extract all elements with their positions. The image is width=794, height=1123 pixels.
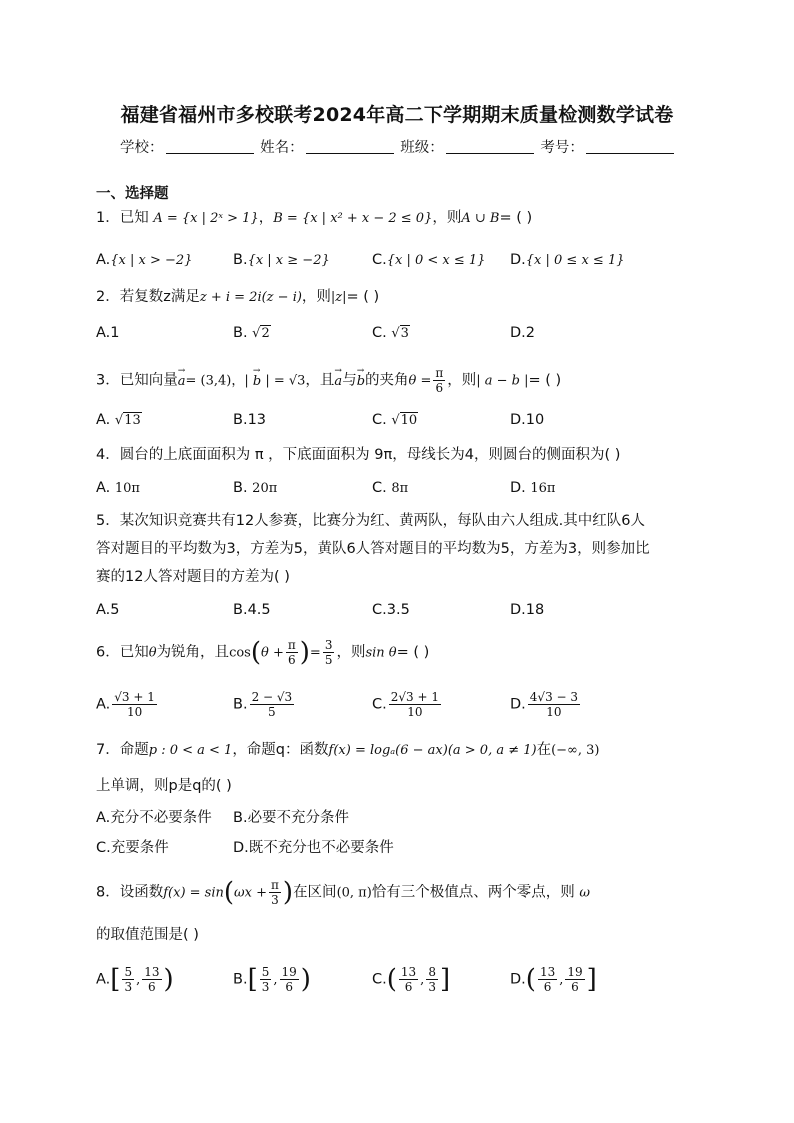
- option-a[interactable]: A.{x | x > −2}: [96, 252, 193, 268]
- set-a-expression: A = {x | 2ˣ > 1}: [153, 211, 259, 226]
- option-a[interactable]: A.[ $\frac{5}{3}$ , $\frac{13}{6}$ ): [96, 964, 174, 995]
- option-a[interactable]: A.1: [96, 325, 120, 341]
- vector-b: → b: [253, 372, 261, 392]
- question-text: ，则: [301, 289, 331, 305]
- question-text: ，命题q：函数: [232, 742, 329, 758]
- option-d[interactable]: D.既不充分也不必要条件: [233, 840, 394, 856]
- question-text: 命题: [119, 742, 149, 758]
- option-value: {x | 0 ≤ x ≤ 1}: [525, 253, 625, 268]
- option-value: 1: [110, 325, 120, 341]
- option-d[interactable]: D.2: [510, 325, 536, 341]
- name-blank[interactable]: [306, 139, 394, 154]
- interval: (0, π): [336, 885, 372, 901]
- question-text: 已知: [119, 210, 149, 226]
- school-blank[interactable]: [166, 139, 254, 154]
- question-text: 设函数: [119, 884, 164, 901]
- option-b[interactable]: B. √2: [233, 325, 270, 341]
- option-c[interactable]: C. $\frac{2√3 + 1}{10}$: [372, 690, 439, 719]
- question-number: 5．: [96, 513, 120, 529]
- question-text: 在: [536, 742, 552, 758]
- option-value: 16π: [530, 481, 556, 496]
- option-c[interactable]: C. 8π: [372, 480, 409, 496]
- question-5-line-1: [96, 511, 645, 531]
- equation: z + i = 2i(z − i): [199, 290, 302, 305]
- question-number: 7．: [96, 742, 120, 758]
- option-value: {x | 0 < x ≤ 1}: [386, 253, 486, 268]
- question-4: [96, 445, 620, 465]
- question-text: ，则: [432, 210, 462, 226]
- option-a[interactable]: A. $\frac{√3 + 1}{10}$: [96, 690, 155, 719]
- sqrt-expression: √2: [252, 326, 270, 341]
- option-value: 10: [525, 412, 545, 428]
- question-text: 为锐角，且: [156, 644, 230, 661]
- exam-number-label: 考号：: [540, 140, 584, 156]
- option-b[interactable]: B.13: [233, 412, 267, 428]
- question-2: [96, 287, 379, 308]
- sqrt-expression: √3: [391, 326, 409, 341]
- option-value: 18: [525, 602, 545, 618]
- question-1: [96, 208, 532, 229]
- question-text: 在区间: [293, 884, 337, 901]
- option-fraction: $\frac{2√3 + 1}{10}$: [390, 690, 439, 719]
- vector-b-norm: | = √3: [261, 373, 306, 389]
- question-text: = ( ): [396, 644, 430, 661]
- class-blank[interactable]: [446, 139, 534, 154]
- option-value: {x | x > −2}: [110, 253, 193, 268]
- sqrt-expression: √10: [391, 413, 418, 428]
- option-value: 既不充分也不必要条件: [248, 840, 394, 856]
- question-6: 6．已知θ为锐角，且cos(θ + $\frac{\pi}{6}$ )= $\frac{3}{5}$ ，则sin θ= ( ): [96, 637, 430, 668]
- question-8-line-2: 的取值范围是( ): [96, 927, 199, 943]
- option-fraction: $\frac{4√3 - 3}{10}$: [529, 690, 579, 719]
- question-5-line-3: 赛的12人答对题目的方差为( ): [96, 569, 290, 585]
- option-b[interactable]: B.[ $\frac{5}{3}$ , $\frac{19}{6}$ ): [233, 964, 311, 995]
- option-value: {x | x ≥ −2}: [247, 253, 330, 268]
- vector-a: → a: [178, 372, 186, 392]
- question-number: 6．: [96, 644, 120, 661]
- proposition-p: p : 0 < a < 1: [148, 743, 233, 758]
- question-number: 4．: [96, 447, 120, 463]
- option-c[interactable]: C. √3: [372, 325, 409, 341]
- function-expression: f(x) = sin: [163, 885, 224, 901]
- name-label: 姓名：: [260, 140, 304, 156]
- option-a[interactable]: A.充分不必要条件: [96, 810, 212, 826]
- option-d[interactable]: D. 16π: [510, 480, 556, 496]
- exam-number-field[interactable]: [540, 136, 676, 157]
- question-7-line-1: [96, 740, 600, 761]
- option-value: 必要不充分条件: [247, 810, 350, 826]
- option-value: 3.5: [386, 602, 410, 618]
- option-value: 13: [247, 412, 267, 428]
- exam-title: 福建省福州市多校联考2024年高二下学期期末质量检测数学试卷: [120, 104, 674, 126]
- question-5-line-2: 答对题目的平均数为3，方差为5，黄队6人答对题目的平均数为5，方差为3，则参加比: [96, 541, 650, 557]
- question-text: = ( ): [499, 210, 533, 226]
- option-fraction: $\frac{√3 + 1}{10}$: [114, 690, 155, 719]
- three-fifths: $\frac{3}{5}$: [324, 638, 333, 667]
- option-value: 4.5: [247, 602, 271, 618]
- theta-symbol: θ: [148, 645, 157, 661]
- question-text: 已知向量: [119, 372, 178, 389]
- pi-over-three: $\frac{\pi}{3}$: [271, 878, 279, 907]
- option-value: 20π: [252, 481, 278, 496]
- angle-label: θ =: [408, 373, 432, 389]
- question-number: 2．: [96, 289, 120, 305]
- option-d[interactable]: D.( $\frac{13}{6}$ , $\frac{19}{6}$ ]: [510, 964, 597, 995]
- option-value: 5: [110, 602, 120, 618]
- option-c[interactable]: C.充要条件: [96, 840, 169, 856]
- question-text: = ( ): [346, 289, 380, 305]
- vector-a-value: = (3,4)，: [185, 373, 245, 389]
- question-text: 与: [342, 372, 357, 389]
- option-b[interactable]: B.{x | x ≥ −2}: [233, 252, 330, 268]
- option-c[interactable]: C. √10: [372, 412, 418, 428]
- function-expression: f(x) = logₐ(6 − ax)(a > 0, a ≠ 1): [328, 743, 537, 758]
- option-value: 8π: [391, 481, 409, 496]
- question-number: 3．: [96, 372, 120, 389]
- question-text: 某次知识竞赛共有12人参赛，比赛分为红、黄两队，每队由六人组成.其中红队6人: [119, 513, 646, 529]
- set-b-expression: B = {x | x² + x − 2 ≤ 0}: [273, 211, 433, 226]
- name-field[interactable]: [260, 136, 396, 157]
- interval: (−∞, 3): [551, 743, 600, 758]
- section-title: 一、选择题: [96, 186, 169, 202]
- sqrt-expression: √13: [114, 413, 141, 428]
- modulus-expression: |z|: [330, 290, 347, 305]
- question-8-line-1: 8．设函数f(x) = sin(ωx + $\frac{\pi}{3}$ )在区间(0, π)恰有三个极值点、两个零点，则 ω: [96, 877, 591, 908]
- class-field[interactable]: [400, 136, 536, 157]
- option-d[interactable]: D.{x | 0 ≤ x ≤ 1}: [510, 252, 625, 268]
- pi-over-six: $\frac{\pi}{6}$: [435, 366, 444, 395]
- option-b[interactable]: B.4.5: [233, 602, 271, 618]
- cos-function: cos: [229, 645, 251, 661]
- option-b[interactable]: B. 20π: [233, 480, 278, 496]
- question-text: 恰有三个极值点、两个零点，则: [371, 884, 575, 901]
- option-value: 充要条件: [110, 840, 169, 856]
- question-text: 若复数z满足: [119, 289, 200, 305]
- option-d[interactable]: D.10: [510, 412, 545, 428]
- school-field[interactable]: [120, 136, 256, 157]
- separator: ，: [258, 210, 274, 226]
- question-3: 3．已知向量→ a= (3,4)，| → b | = √3，且→ a与→ b的夹角θ = $\frac{\pi}{6}$ ，则| a − b |= ( ): [96, 366, 561, 395]
- option-a[interactable]: A.5: [96, 602, 120, 618]
- option-c[interactable]: C.3.5: [372, 602, 410, 618]
- question-text: 圆台的上底面面积为 π ，下底面面积为 9π，母线长为4，则圆台的侧面积为( ): [119, 447, 621, 463]
- question-number: 8．: [96, 884, 120, 901]
- question-number: 1．: [96, 210, 120, 226]
- question-text: 的夹角: [365, 372, 409, 389]
- difference-norm: | a − b |: [476, 373, 529, 389]
- question-text: ，且: [305, 372, 335, 389]
- option-fraction: $\frac{2 - √3}{5}$: [251, 690, 293, 719]
- student-info-fields: [120, 136, 676, 157]
- question-text: ，则: [447, 372, 477, 389]
- question-text: 已知: [119, 644, 149, 661]
- question-text: = ( ): [528, 372, 562, 389]
- option-value: 10π: [114, 481, 140, 496]
- union-expression: A ∪ B: [461, 211, 500, 226]
- option-a[interactable]: A. √13: [96, 412, 141, 428]
- option-b[interactable]: B. $\frac{2 - √3}{5}$: [233, 690, 293, 719]
- question-7-line-2: 上单调，则p是q的( ): [96, 778, 232, 794]
- question-text: ，则: [336, 644, 366, 661]
- class-label: 班级：: [400, 140, 444, 156]
- option-value: 2: [525, 325, 536, 341]
- option-d[interactable]: D.18: [510, 602, 545, 618]
- exam-number-blank[interactable]: [586, 139, 674, 154]
- omega-symbol: ω: [579, 885, 591, 901]
- option-value: 充分不必要条件: [110, 810, 212, 826]
- option-c[interactable]: C.{x | 0 < x ≤ 1}: [372, 252, 486, 268]
- school-label: 学校：: [120, 140, 164, 156]
- option-a[interactable]: A. 10π: [96, 480, 140, 496]
- pi-over-six: $\frac{\pi}{6}$: [287, 638, 296, 667]
- option-c[interactable]: C.( $\frac{13}{6}$ , $\frac{8}{3}$ ]: [372, 964, 451, 995]
- sin-expression: sin θ: [365, 645, 397, 661]
- option-d[interactable]: D. $\frac{4√3 - 3}{10}$: [510, 690, 579, 719]
- option-b[interactable]: B.必要不充分条件: [233, 810, 350, 826]
